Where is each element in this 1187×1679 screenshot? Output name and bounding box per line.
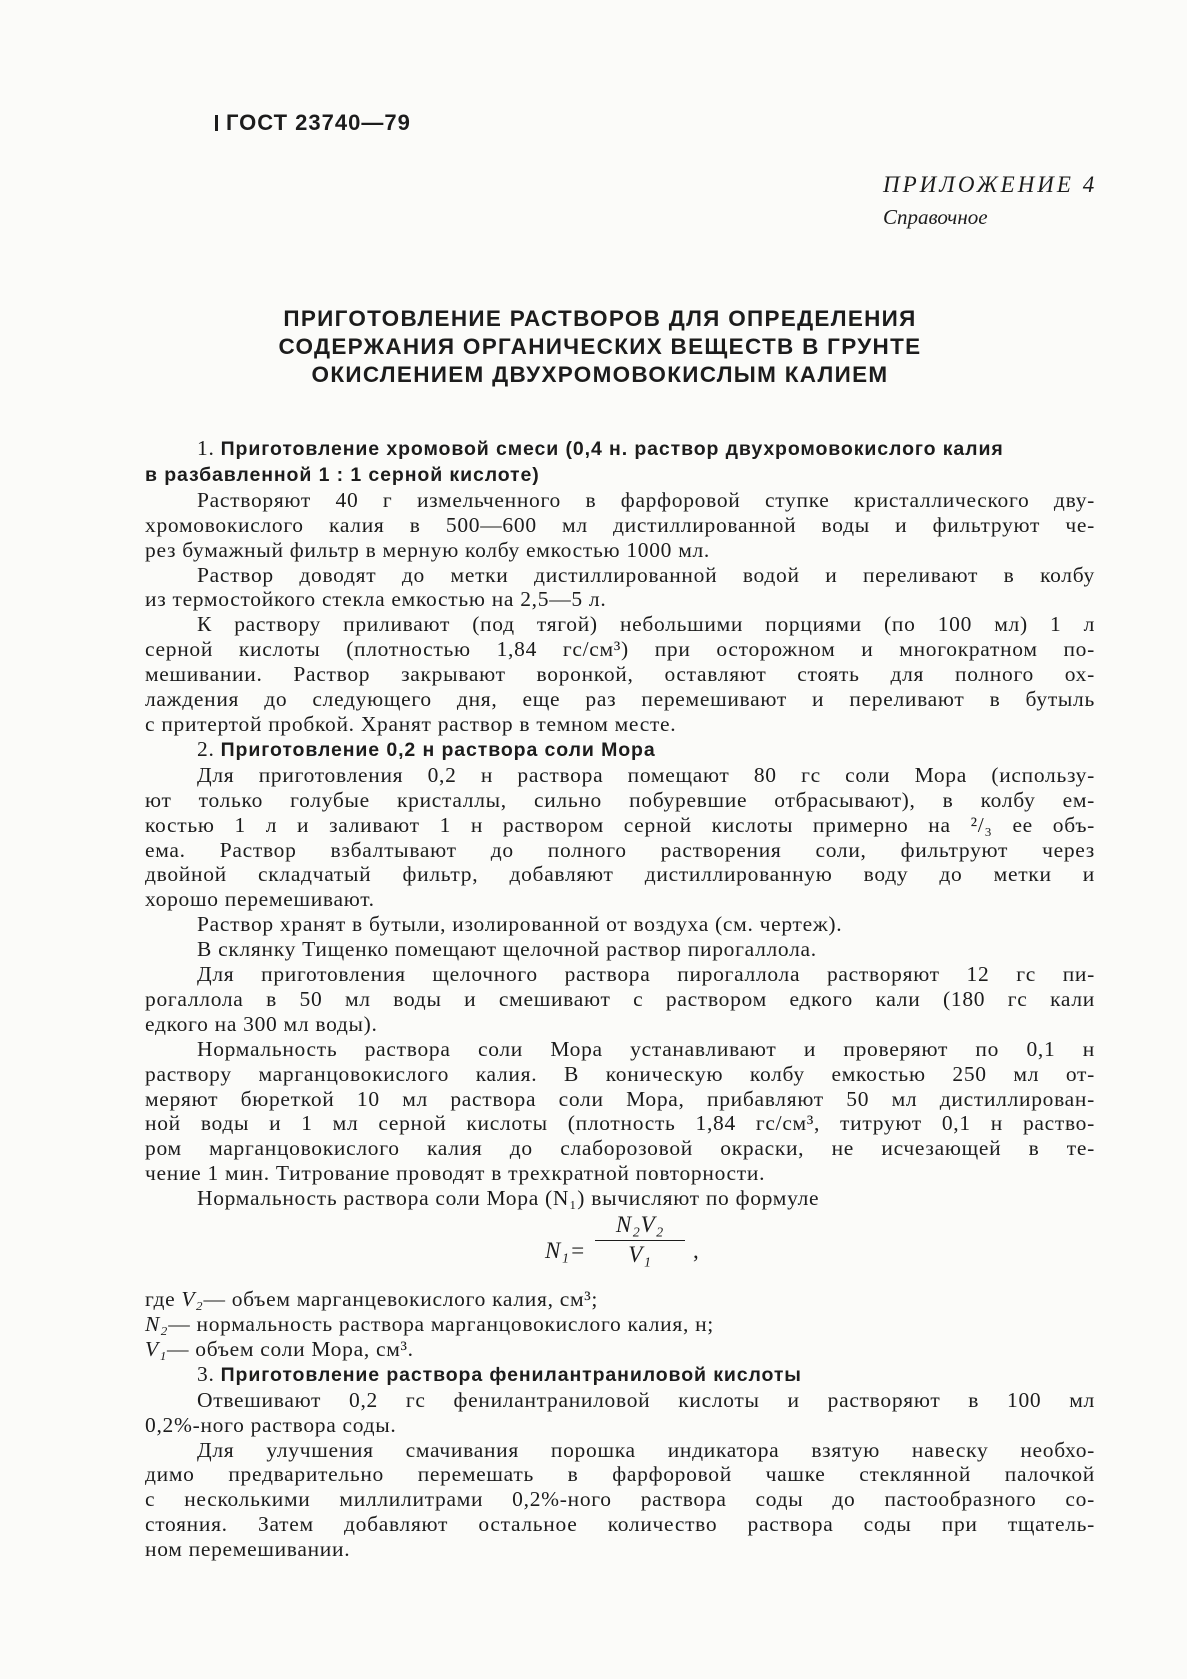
standard-number: ГОСТ 23740—79 <box>226 110 411 135</box>
text-line: Для приготовления 0,2 н раствора помещают 80 гс соли Мора (использу- <box>197 762 1095 787</box>
section-1-heading <box>145 436 1095 462</box>
definition-line <box>145 1312 1095 1337</box>
formula-trail: , <box>693 1238 700 1264</box>
text-line: Нормальность раствора соли Мора (N₁) вычисляют по формуле <box>197 1186 820 1211</box>
appendix-type: Справочное <box>883 205 988 229</box>
section-heading-text: Приготовление 0,2 н раствора соли Мора <box>220 738 656 761</box>
definition-symbol: N₂ <box>145 1312 169 1336</box>
text-line: 0,2%-ного раствора соды. <box>145 1412 397 1437</box>
title-line: ПРИГОТОВЛЕНИЕ РАСТВОРОВ ДЛЯ ОПРЕДЕЛЕНИЯ <box>283 306 917 331</box>
text-line: димо предварительно перемешать в фарфоровой чашке стеклянной палочкой <box>145 1462 1095 1487</box>
document-header <box>215 110 411 136</box>
definition-symbol: V₂ <box>181 1287 204 1312</box>
formula-numerator: N₂V₂ <box>595 1213 685 1241</box>
text-line: хромовокислого калия в 500—600 мл дистиллированной воды и фильтруют че- <box>145 512 1095 537</box>
document-body <box>145 436 1095 1562</box>
text-line: меряют бюреткой 10 мл раствора соли Мора, прибавляют 50 мл дистиллирован- <box>145 1086 1095 1111</box>
formula-definitions <box>145 1287 1095 1362</box>
text-line: Для приготовления щелочного раствора пирогаллола растворяют 12 гс пи- <box>197 962 1095 987</box>
title-line: СОДЕРЖАНИЯ ОРГАНИЧЕСКИХ ВЕЩЕСТВ В ГРУНТЕ <box>278 334 922 359</box>
text-line: едкого на 300 мл воды). <box>145 1011 378 1036</box>
section-heading-text: Приготовление раствора фенилантраниловой кислоты <box>220 1363 802 1386</box>
section-number: 3. <box>197 1361 215 1386</box>
text-line: Раствор доводят до метки дистиллированной водой и переливают в колбу <box>197 562 1095 587</box>
text-line: из термостойкого стекла емкостью на 2,5—5 л. <box>145 587 607 612</box>
section-2-heading <box>145 737 1095 763</box>
text-line: Отвешивают 0,2 гс фенилантраниловой кислоты и растворяют в 100 мл <box>197 1387 1095 1412</box>
definition-text: — объем соли Мора, см³. <box>167 1336 414 1361</box>
text-line: Раствор хранят в бутыли, изолированной от воздуха (см. чертеж). <box>197 912 843 937</box>
text-line: ема. Раствор взбалтывают до полного растворения соли, фильтруют через <box>145 837 1095 862</box>
formula <box>145 1213 1095 1287</box>
text-line: Растворяют 40 г измельченного в фарфоровой ступке кристаллического дву- <box>197 487 1095 512</box>
text-line: Для улучшения смачивания порошка индикатора взятую навеску необхо- <box>197 1437 1095 1462</box>
text-line: ном перемешивании. <box>145 1537 351 1562</box>
header-mark <box>215 115 218 131</box>
definition-prefix: где <box>145 1287 176 1312</box>
text-line: двойной складчатый фильтр, добавляют дистиллированную воду до метки и <box>145 862 1095 887</box>
text-line: мешивании. Раствор закрывают воронкой, оставляют стоять для полного ох- <box>145 662 1095 687</box>
appendix-label: ПРИЛОЖЕНИЕ 4 <box>883 172 1098 197</box>
formula-lhs: N₁= <box>545 1238 586 1264</box>
text-line: с притертой пробкой. Хранят раствор в темном месте. <box>145 711 677 736</box>
formula-fraction <box>595 1213 685 1268</box>
definition-symbol: V₁ <box>145 1336 168 1361</box>
text-line: чение 1 мин. Титрование проводят в трехкратной повторности. <box>145 1161 766 1186</box>
text-line: хорошо перемешивают. <box>145 887 375 912</box>
section-heading-text: в разбавленной 1 : 1 серной кислоте) <box>145 463 540 486</box>
text-line: рез бумажный фильтр в мерную колбу емкостью 1000 мл. <box>145 537 710 562</box>
formula-denominator: V₁ <box>628 1242 652 1267</box>
definition-line <box>145 1287 1095 1312</box>
text-line: ют только голубые кристаллы, сильно побуревшие отбрасывают), в колбу ем- <box>145 787 1095 812</box>
definition-text: — нормальность раствора марганцовокислого калия, н; <box>168 1312 714 1336</box>
text-line: ной воды и 1 мл серной кислоты (плотность 1,84 гс/см³, титруют 0,1 н раство- <box>145 1111 1095 1136</box>
text-line: с несколькими миллилитрами 0,2%-ного раствора соды до пастообразного со- <box>145 1487 1095 1512</box>
text-line: Нормальность раствора соли Мора устанавливают и проверяют по 0,1 н <box>197 1036 1095 1061</box>
section-1-heading-cont <box>145 462 1095 488</box>
text-line: В склянку Тищенко помещают щелочной раствор пирогаллола. <box>197 937 817 962</box>
text-line: костью 1 л и заливают 1 н раствором серной кислоты примерно на ²/₃ ее объ- <box>145 812 1095 837</box>
title-line: ОКИСЛЕНИЕМ ДВУХРОМОВОКИСЛЫМ КАЛИЕМ <box>311 362 889 387</box>
definition-line <box>145 1337 1095 1362</box>
section-heading-text: Приготовление хромовой смеси (0,4 н. раствор двухромовокислого калия <box>220 438 1004 460</box>
text-line: ром марганцовокислого калия до слаборозовой окраски, не исчезающей в те- <box>145 1136 1095 1161</box>
section-number: 1. <box>197 436 215 460</box>
text-line: рогаллола в 50 мл воды и смешивают с раствором едкого кали (180 гс кали <box>145 986 1095 1011</box>
section-3-heading <box>145 1362 1095 1388</box>
section-number: 2. <box>197 736 215 761</box>
text-line: серной кислоты (плотностью 1,84 гс/см³) при осторожном и многократном по- <box>145 637 1095 662</box>
text-line: стояния. Затем добавляют остальное количество раствора соды при тщатель- <box>145 1512 1095 1537</box>
definition-text: — объем марганцевокислого калия, см³; <box>203 1287 599 1312</box>
text-line: раствору марганцовокислого калия. В коническую колбу емкостью 250 мл от- <box>145 1061 1095 1086</box>
text-line: лаждения до следующего дня, еще раз перемешивают и переливают в бутыль <box>145 687 1095 712</box>
text-line: К раствору приливают (под тягой) небольшими порциями (по 100 мл) 1 л <box>197 612 1095 637</box>
document-title <box>200 305 1000 389</box>
